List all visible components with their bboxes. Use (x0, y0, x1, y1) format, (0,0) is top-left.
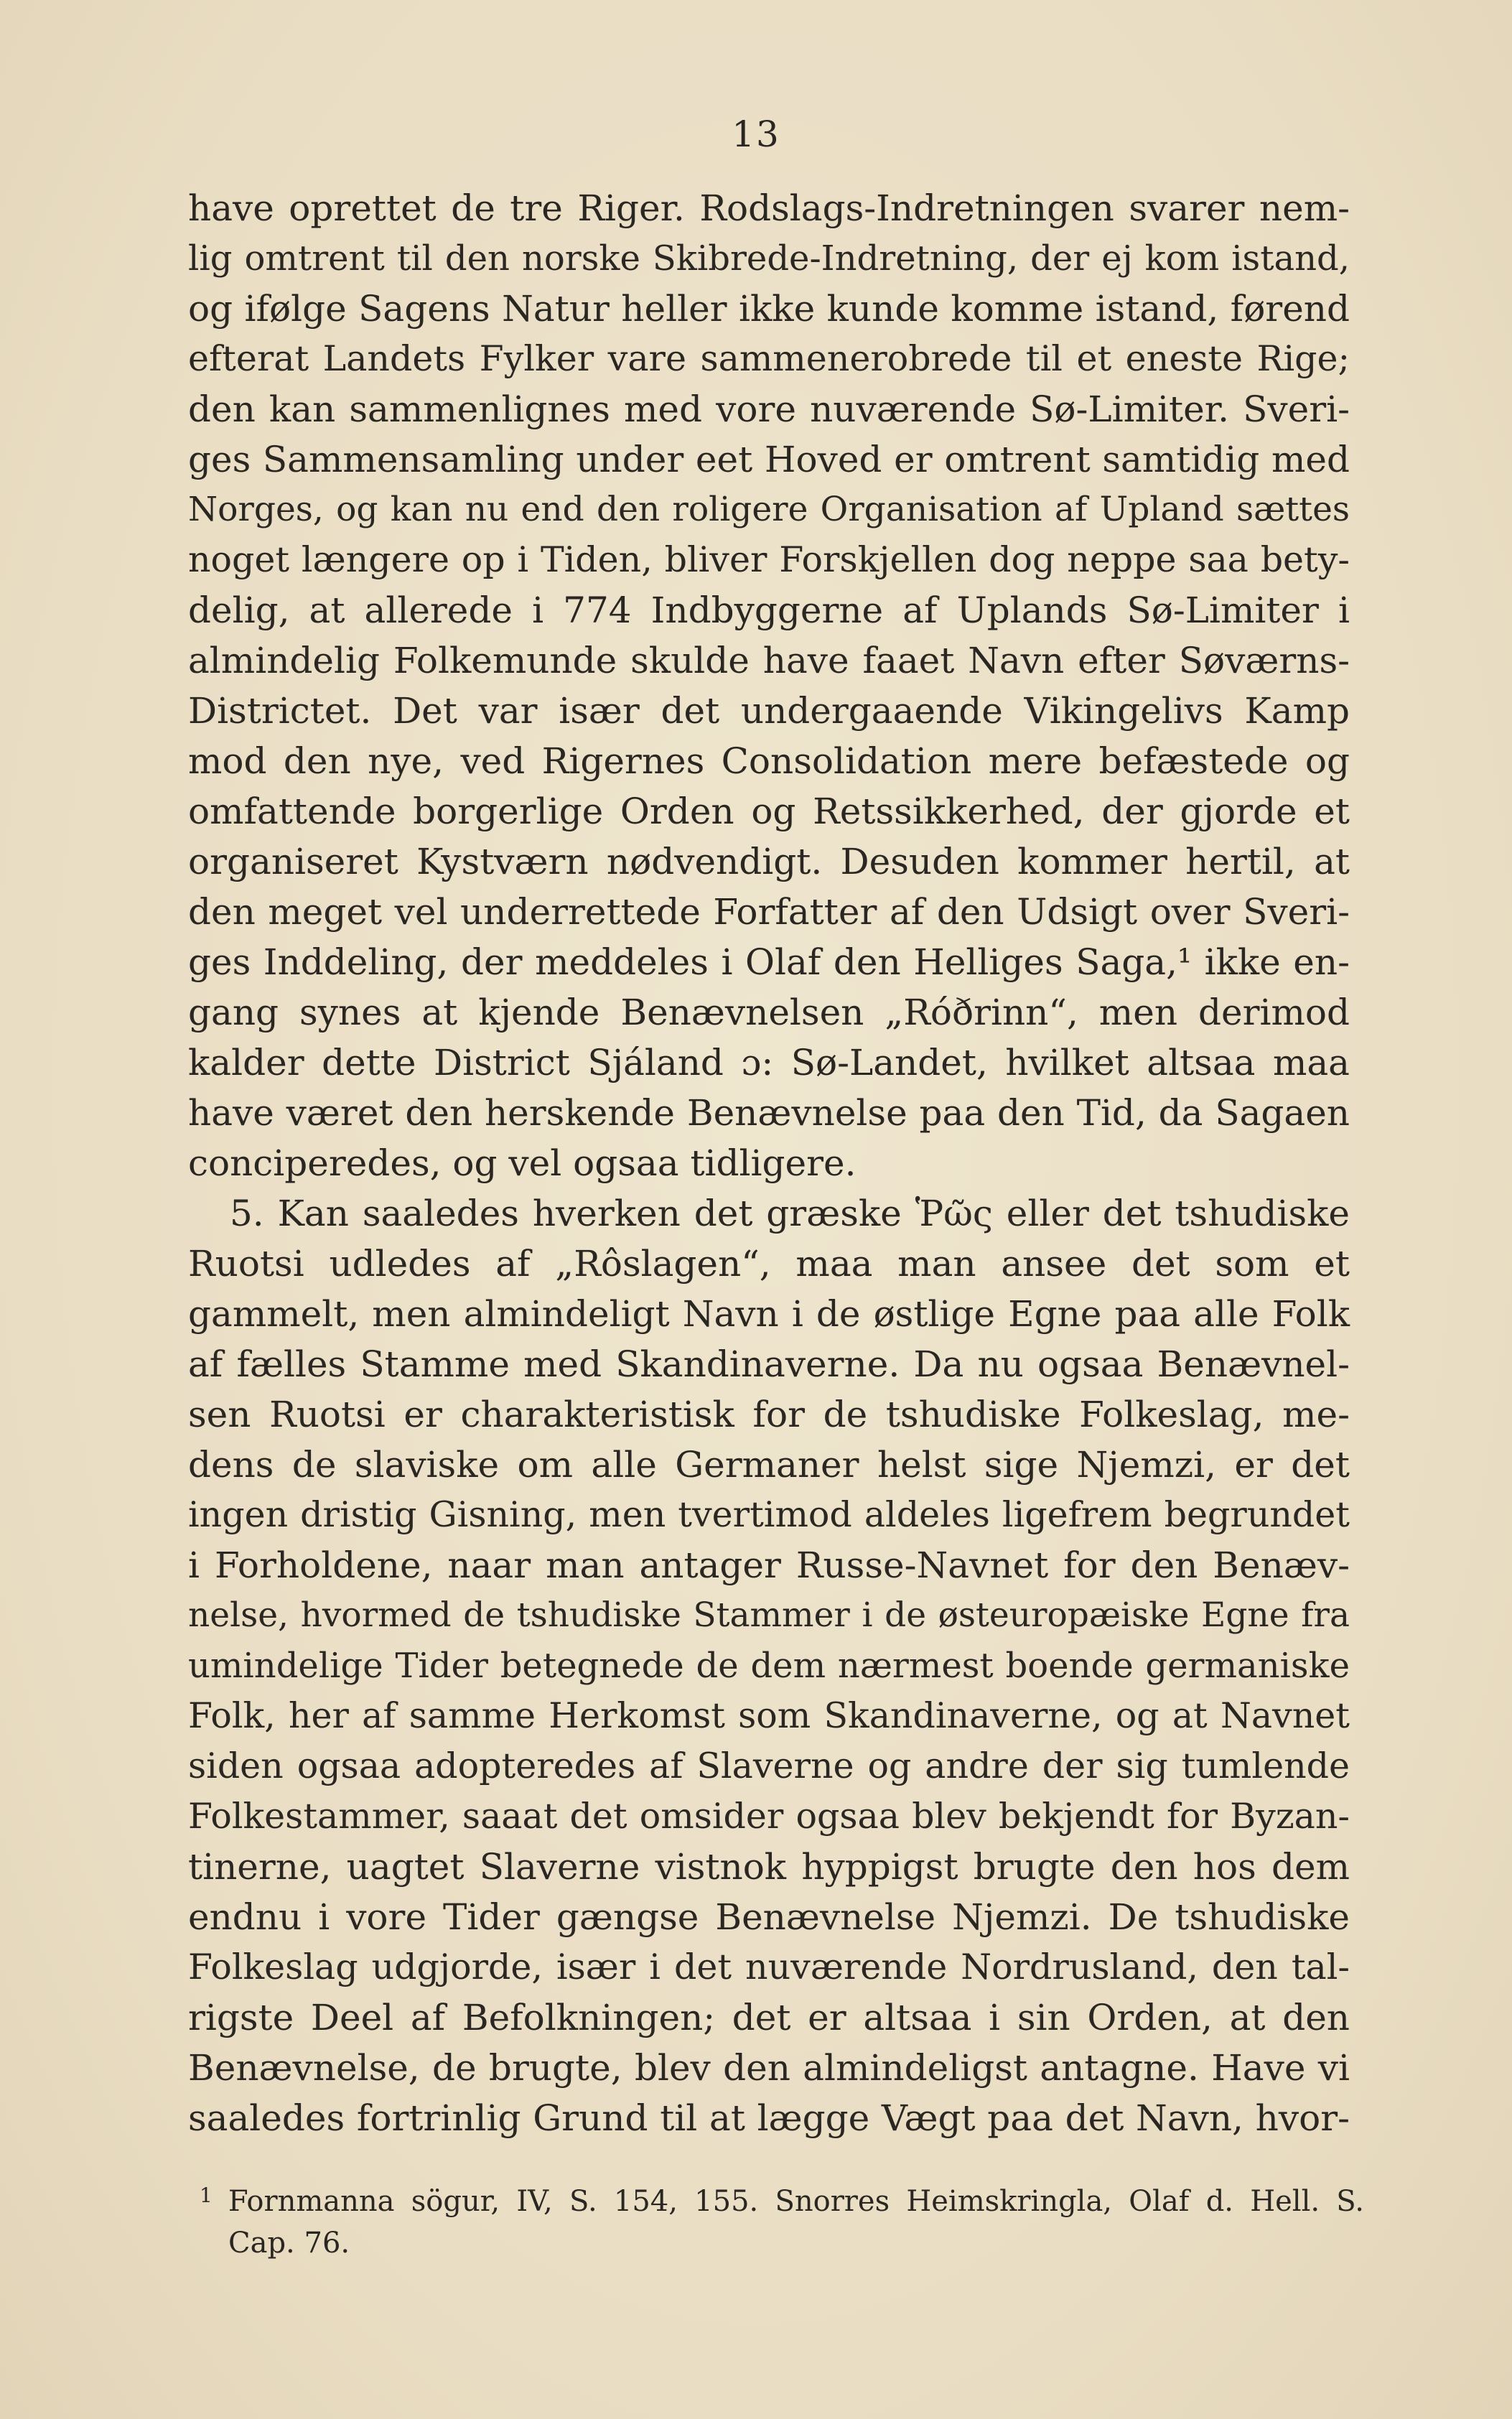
text-line: mod den nye, ved Rigernes Consolidation mere befæstede og (188, 740, 1350, 782)
text-line: tinerne, uagtet Slaverne vistnok hyppigst brugte den hos dem (188, 1846, 1350, 1888)
footnote-line: Cap. 76. (228, 2227, 350, 2260)
text-line: endnu i vore Tider gængse Benævnelse Njemzi. De tshudiske (188, 1896, 1350, 1938)
text-line: Districtet. Det var især det undergaaende Vikingelivs Kamp (188, 690, 1350, 732)
text-line: saaledes fortrinlig Grund til at lægge Vægt paa det Navn, hvor- (188, 2097, 1350, 2139)
page-number: 13 (732, 113, 780, 155)
body-text (188, 183, 1350, 2143)
text-line: Norges, og kan nu end den roligere Organisation af Upland sættes (188, 490, 1350, 529)
text-line: noget længere op i Tiden, bliver Forskjellen dog neppe saa bety- (188, 539, 1350, 580)
text-line: rigste Deel af Befolkningen; det er altsaa i sin Orden, at den (188, 1997, 1350, 2038)
text-line: have været den herskende Benævnelse paa den Tid, da Sagaen (188, 1092, 1350, 1134)
text-line: Folkestammer, saaat det omsider ogsaa blev bekjendt for Byzan- (188, 1796, 1350, 1837)
text-line: den kan sammenlignes med vore nuværende Sø-Limiter. Sveri- (188, 388, 1350, 430)
text-line: af fælles Stamme med Skandinaverne. Da nu ogsaa Benævnel- (188, 1343, 1350, 1385)
footnote-text: Fornmanna sögur, IV, S. 154, 155. Snorres Heimskringla, Olaf d. Hell. S. (228, 2185, 1364, 2218)
text-line: den meget vel underrettede Forfatter af den Udsigt over Sveri- (188, 891, 1350, 933)
text-line: og ifølge Sagens Natur heller ikke kunde komme istand, førend (188, 288, 1350, 330)
text-line: gang synes at kjende Benævnelsen „Róðrinn“, men derimod (188, 992, 1350, 1033)
text-line: lig omtrent til den norske Skibrede-Indretning, der ej kom istand, (188, 238, 1350, 279)
text-line: delig, at allerede i 774 Indbyggerne af Uplands Sø-Limiter i (188, 589, 1350, 631)
footnote-line (200, 2181, 1364, 2222)
text-line: ges Sammensamling under eet Hoved er omtrent samtidig med (188, 439, 1350, 480)
text-line: dens de slaviske om alle Germaner helst sige Njemzi, er det (188, 1444, 1350, 1486)
paragraph-end-line: conciperedes, og vel ogsaa tidligere. (188, 1142, 857, 1184)
text-line: i Forholdene, naar man antager Russe-Navnet for den Benæv- (188, 1544, 1350, 1586)
text-line: omfattende borgerlige Orden og Retssikkerhed, der gjorde et (188, 791, 1350, 832)
text-line: Ruotsi udledes af „Rôslagen“, maa man ansee det som et (188, 1243, 1350, 1285)
text-line: almindelig Folkemunde skulde have faaet Navn efter Søværns- (188, 640, 1350, 681)
text-line: Folk, her af samme Herkomst som Skandinaverne, og at Navnet (188, 1695, 1350, 1736)
paragraph-start-line: 5. Kan saaledes hverken det græske Ῥῶς eller det tshudiske (230, 1193, 1350, 1234)
footnote (200, 2181, 1364, 2264)
text-line: nelse, hvormed de tshudiske Stammer i de østeuropæiske Egne fra (188, 1595, 1350, 1635)
text-line: have oprettet de tre Riger. Rodslags-Indretningen svarer nem- (188, 187, 1350, 229)
text-line: gammelt, men almindeligt Navn i de østlige Egne paa alle Folk (188, 1293, 1350, 1335)
text-line: Folkeslag udgjorde, især i det nuværende Nordrusland, den tal- (188, 1947, 1350, 1987)
text-line: siden ogsaa adopteredes af Slaverne og andre der sig tumlende (188, 1745, 1350, 1786)
text-line: ingen dristig Gisning, men tvertimod aldeles ligefrem begrundet (188, 1494, 1350, 1535)
text-line: umindelige Tider betegnede de dem nærmest boende germaniske (188, 1646, 1350, 1686)
footnote-marker: 1 (200, 2183, 213, 2207)
text-line: organiseret Kystværn nødvendigt. Desuden kommer hertil, at (188, 841, 1350, 882)
text-line: Benævnelse, de brugte, blev den almindeligst antagne. Have vi (188, 2047, 1350, 2089)
text-line: ges Inddeling, der meddeles i Olaf den Helliges Saga,¹ ikke en- (188, 941, 1350, 983)
text-line: efterat Landets Fylker vare sammenerobrede til et eneste Rige; (188, 338, 1350, 379)
text-line: sen Ruotsi er charakteristisk for de tshudiske Folkeslag, me- (188, 1394, 1350, 1435)
text-line: kalder dette District Sjáland ɔ: Sø-Landet, hvilket altsaa maa (188, 1042, 1350, 1083)
